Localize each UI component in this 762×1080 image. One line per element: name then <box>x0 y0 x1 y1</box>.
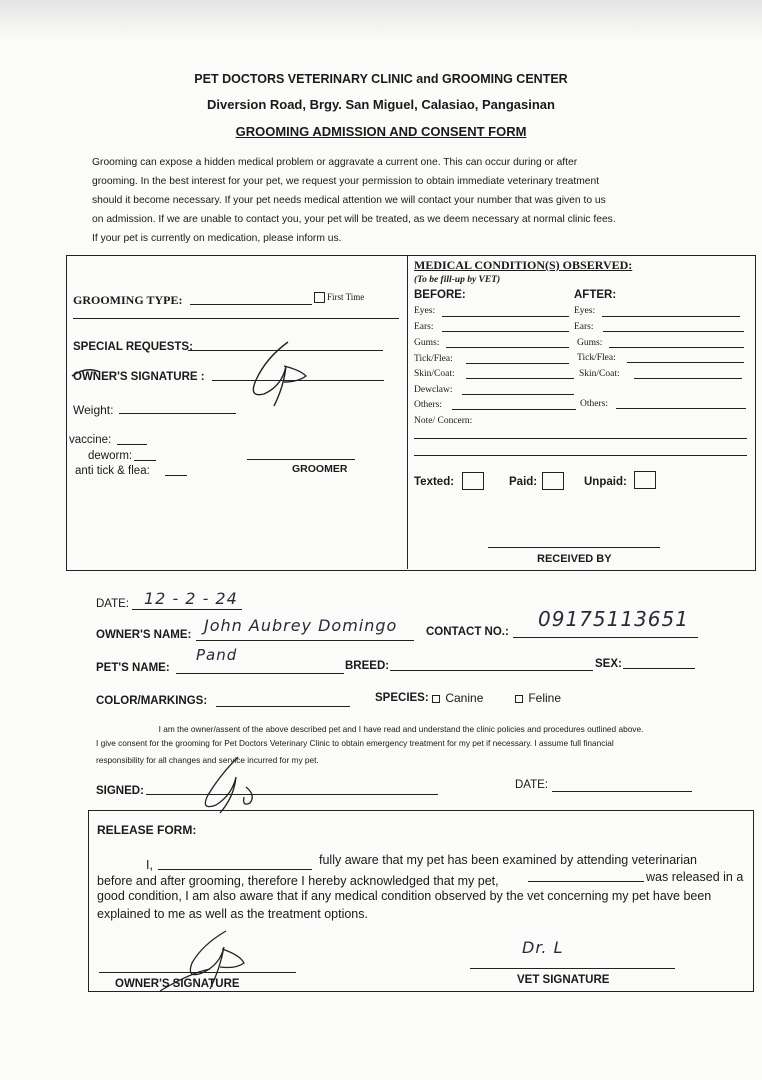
anti-tick-label: anti tick & flea: <box>75 465 150 477</box>
after-gums-field[interactable] <box>609 347 744 348</box>
owner-name-label: OWNER'S NAME: <box>96 629 192 641</box>
date-label: DATE: <box>96 598 130 610</box>
note-line-2[interactable] <box>414 455 747 456</box>
special-requests-label: SPECIAL REQUESTS: <box>73 341 193 353</box>
pet-name-label: PET'S NAME: <box>96 662 170 674</box>
before-dewclaw: Dewclaw: <box>414 385 453 395</box>
deworm-field[interactable] <box>134 460 156 461</box>
intro-paragraph: Grooming can expose a hidden medical problem or aggravate a current one. This can occur during or after grooming. In the best interest for your pet, we request your permission to obtain immediate veterinary treatment should it become necessary. If your pet needs medical attention we will contact your number that was given to us on admission. If we are unable to contact you, your pet will be treated, as we deem necessary at normal clinic fees. If your pet is currently on medication, please inform us. <box>92 157 616 244</box>
pet-name-value: Pand <box>196 646 238 664</box>
owner-name-value: John Aubrey Domingo <box>204 616 398 635</box>
vet-mark: Dr. L <box>522 938 564 957</box>
release-owner-signature-field[interactable] <box>99 972 296 973</box>
after-others: Others: <box>580 399 608 409</box>
owner-signature-label: OWNER'S SIGNATURE : <box>73 371 205 383</box>
before-tickflea-field[interactable] <box>466 363 569 364</box>
after-others-field[interactable] <box>616 408 746 409</box>
after-label: AFTER: <box>574 289 617 301</box>
before-eyes: Eyes: <box>414 306 436 316</box>
breed-label: BREED: <box>345 660 390 672</box>
texted-checkbox[interactable] <box>462 472 484 490</box>
medical-title: MEDICAL CONDITION(S) OBSERVED: <box>414 258 633 272</box>
vet-signature-label: VET SIGNATURE <box>517 974 610 986</box>
after-tickflea-field[interactable] <box>627 362 744 363</box>
form-title: GROOMING ADMISSION AND CONSENT FORM <box>235 124 527 139</box>
canine-option[interactable]: Canine <box>432 691 483 705</box>
before-dewclaw-field[interactable] <box>462 394 574 395</box>
release-line-3: good condition, I am also aware that if any medical condition observed by the vet concerning my pet have been <box>97 889 712 903</box>
pet-name-field[interactable] <box>176 673 344 674</box>
release-owner-signature-label: OWNER'S SIGNATURE <box>115 978 240 990</box>
color-label: COLOR/MARKINGS: <box>96 695 208 707</box>
note-concern-label: Note/ Concern: <box>414 416 473 426</box>
contact-field[interactable] <box>513 637 698 638</box>
before-ears: Ears: <box>414 322 434 332</box>
before-others-field[interactable] <box>452 409 576 410</box>
release-line-2-start: before and after grooming, therefore I hereby acknowledged that my pet, <box>97 874 499 888</box>
paid-label: Paid: <box>509 476 538 488</box>
before-others: Others: <box>414 400 442 410</box>
before-ears-field[interactable] <box>442 331 569 332</box>
after-ears-field[interactable] <box>603 331 744 332</box>
consent-line-3: responsibility for all changes and service incurred for my pet. <box>96 755 319 765</box>
release-line-2-end: was released in a <box>646 870 744 884</box>
consent-line-2: I give consent for the grooming for Pet Doctors Veterinary Clinic to obtain emergency treatment for my pet if necessary. I assume full financial <box>96 738 614 748</box>
sex-label: SEX: <box>595 658 622 670</box>
clinic-name: PET DOCTORS VETERINARY CLINIC and GROOMING CENTER <box>194 72 568 86</box>
box-divider <box>407 256 408 569</box>
consent-line-1: I am the owner/assent of the above described pet and I have read and understand the clinic policies and procedures outlined above. <box>158 724 644 734</box>
color-field[interactable] <box>216 706 350 707</box>
anti-tick-field[interactable] <box>165 475 187 476</box>
contact-value: 09175113651 <box>538 607 689 631</box>
medical-subtitle: (To be fill-up by VET) <box>414 275 501 285</box>
signed-label: SIGNED: <box>96 785 144 797</box>
before-skincoat: Skin/Coat: <box>414 369 455 379</box>
release-i: I, <box>146 858 153 872</box>
received-by-field[interactable] <box>488 547 660 548</box>
weight-label: Weight: <box>73 403 114 417</box>
weight-field[interactable] <box>119 413 236 414</box>
grooming-type-label: GROOMING TYPE: <box>73 293 183 307</box>
owner-name-field[interactable] <box>196 640 414 641</box>
consent-signature-scribble <box>180 755 270 815</box>
species-label: SPECIES: <box>375 692 429 704</box>
release-line-4: explained to me as well as the treatment options. <box>97 907 368 921</box>
after-skincoat: Skin/Coat: <box>579 369 620 379</box>
texted-label: Texted: <box>414 476 455 488</box>
before-label: BEFORE: <box>414 289 466 301</box>
after-tickflea: Tick/Flea: <box>577 353 616 363</box>
before-gums: Gums: <box>414 338 440 348</box>
contact-label: CONTACT NO.: <box>426 626 509 638</box>
grooming-type-field[interactable] <box>190 304 312 305</box>
before-skincoat-field[interactable] <box>466 378 574 379</box>
breed-field[interactable] <box>390 670 593 671</box>
date-field[interactable] <box>132 609 242 610</box>
feline-option[interactable]: Feline <box>515 691 561 705</box>
received-by-label: RECEIVED BY <box>537 553 612 565</box>
owner-signature-scribble <box>60 336 360 412</box>
release-line-1: fully aware that my pet has been examined by attending veterinarian <box>319 853 698 867</box>
first-time-checkbox[interactable]: First Time <box>314 292 364 303</box>
groomer-field[interactable] <box>247 459 355 460</box>
deworm-label: deworm: <box>88 450 133 462</box>
signed-date-field[interactable] <box>552 791 692 792</box>
after-skincoat-field[interactable] <box>634 378 742 379</box>
vaccine-label: vaccine: <box>69 434 112 446</box>
after-eyes-field[interactable] <box>602 316 740 317</box>
unpaid-checkbox[interactable] <box>634 471 656 489</box>
unpaid-label: Unpaid: <box>584 476 627 488</box>
groomer-label: GROOMER <box>292 463 348 475</box>
after-ears: Ears: <box>574 322 594 332</box>
before-tickflea: Tick/Flea: <box>414 354 453 364</box>
sex-field[interactable] <box>623 668 695 669</box>
paid-checkbox[interactable] <box>542 472 564 490</box>
release-name-field[interactable] <box>158 869 312 870</box>
date-value: 12 - 2 - 24 <box>144 589 238 608</box>
vet-signature-field[interactable] <box>470 968 675 969</box>
after-eyes: Eyes: <box>574 306 596 316</box>
vaccine-field[interactable] <box>117 444 147 445</box>
before-eyes-field[interactable] <box>442 316 569 317</box>
release-title: RELEASE FORM: <box>97 823 197 837</box>
signed-date-label: DATE: <box>515 779 549 791</box>
grooming-type-field-2[interactable] <box>73 318 399 319</box>
note-line-1[interactable] <box>414 438 747 439</box>
release-pet-field[interactable] <box>528 881 644 882</box>
before-gums-field[interactable] <box>446 347 569 348</box>
after-gums: Gums: <box>577 338 603 348</box>
clinic-address: Diversion Road, Brgy. San Miguel, Calasiao, Pangasinan <box>207 97 555 112</box>
